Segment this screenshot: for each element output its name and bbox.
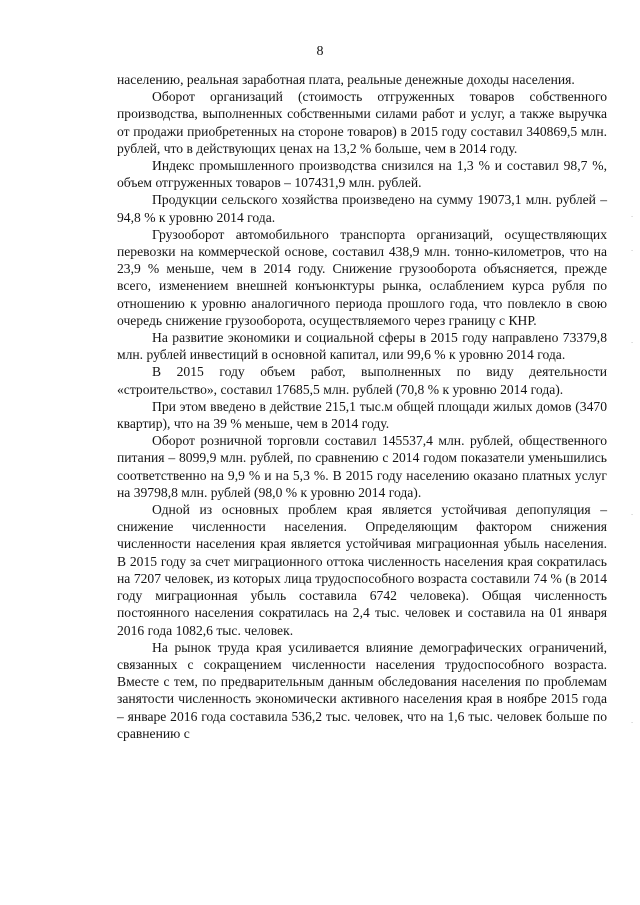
paragraph-investment: На развитие экономики и социальной сферы в 2015 году направлено 73379,8 млн. рублей инвестиций в основной капитал, или 99,6 % к уровню 2014 года.: [117, 330, 607, 363]
scan-artifact: ·: [630, 247, 634, 255]
paragraph-industrial-index: Индекс промышленного производства снизился на 1,3 % и составил 98,7 %, объем отгруженных товаров – 107431,9 млн. рублей.: [117, 158, 607, 191]
paragraph-labor-market: На рынок труда края усиливается влияние демографических ограничений, связанных с сокращением численности населения трудоспособного возраста. Вместе с тем, по предварительным данным обследования населения по проблемам занятости численность экономически активного населения края в ноябре 2015 года – январе 2016 года составила 536,2 тыс. человек, что на 1,6 тыс. человек больше по сравнению с: [117, 639, 607, 741]
document-body: [117, 71, 607, 742]
scan-artifact: ·: [630, 719, 634, 727]
paragraph-retail: Оборот розничной торговли составил 145537,4 млн. рублей, общественного питания – 8099,9 млн. рублей, по сравнению с 2014 годом показатели уменьшились соответственно на 9,9 % и на 5,3 %. В 2015 году населению оказано платных услуг на 39798,8 млн. рублей (98,0 % к уровню 2014 года).: [117, 433, 607, 500]
paragraph-continuation: населению, реальная заработная плата, реальные денежные доходы населения.: [117, 72, 575, 87]
scan-artifact: ·: [630, 213, 634, 221]
paragraph-housing: При этом введено в действие 215,1 тыс.м общей площади жилых домов (3470 квартир), что на 39 % меньше, чем в 2014 году.: [117, 398, 607, 432]
page-number: 8: [316, 44, 324, 59]
paragraph-construction: В 2015 году объем работ, выполненных по виду деятельности «строительство», составил 17685,5 млн. рублей (70,8 % к уровню 2014 года).: [117, 364, 607, 397]
paragraph-turnover: Оборот организаций (стоимость отгруженных товаров собственного производства, выполненных собственными силами работ и услуг, а также выручка от продажи приобретенных на стороне товаров) в 2015 году составил 340869,5 млн. рублей, что в действующих ценах на 13,2 % больше, чем в 2014 году.: [117, 89, 607, 156]
scan-artifact: ·: [630, 339, 634, 347]
paragraph-agriculture: Продукции сельского хозяйства произведено на сумму 19073,1 млн. рублей – 94,8 % к уровню 2014 года.: [117, 192, 607, 225]
paragraph-depopulation: Одной из основных проблем края является устойчивая депопуляция – снижение численности населения. Определяющим фактором снижения численности населения края является устойчивая миграционная убыль населения. В 2015 году за счет миграционного оттока численность населения края сократилась на 7207 человек, из которых лица трудоспособного возраста составили 74 % (в 2014 году миграционная убыль составила 6742 человека). Общая численность постоянного населения сократилась на 2,4 тыс. человек и составила на 01 января 2016 года 1082,6 тыс. человек.: [117, 502, 607, 638]
scan-artifact: ·: [630, 511, 634, 519]
paragraph-freight: Грузооборот автомобильного транспорта организаций, осуществляющих перевозки на коммерческой основе, составил 438,9 млн. тонно-километров, что на 23,9 % меньше, чем в 2014 году. Снижение грузооборота объясняется, прежде всего, изменением внешней конъюнктуры рынка, ослаблением курса рубля по отношению к уровню аналогичного периода прошлого года, что повлекло в свою очередь снижение грузооборота, осуществляемого через границу с КНР.: [117, 226, 607, 328]
